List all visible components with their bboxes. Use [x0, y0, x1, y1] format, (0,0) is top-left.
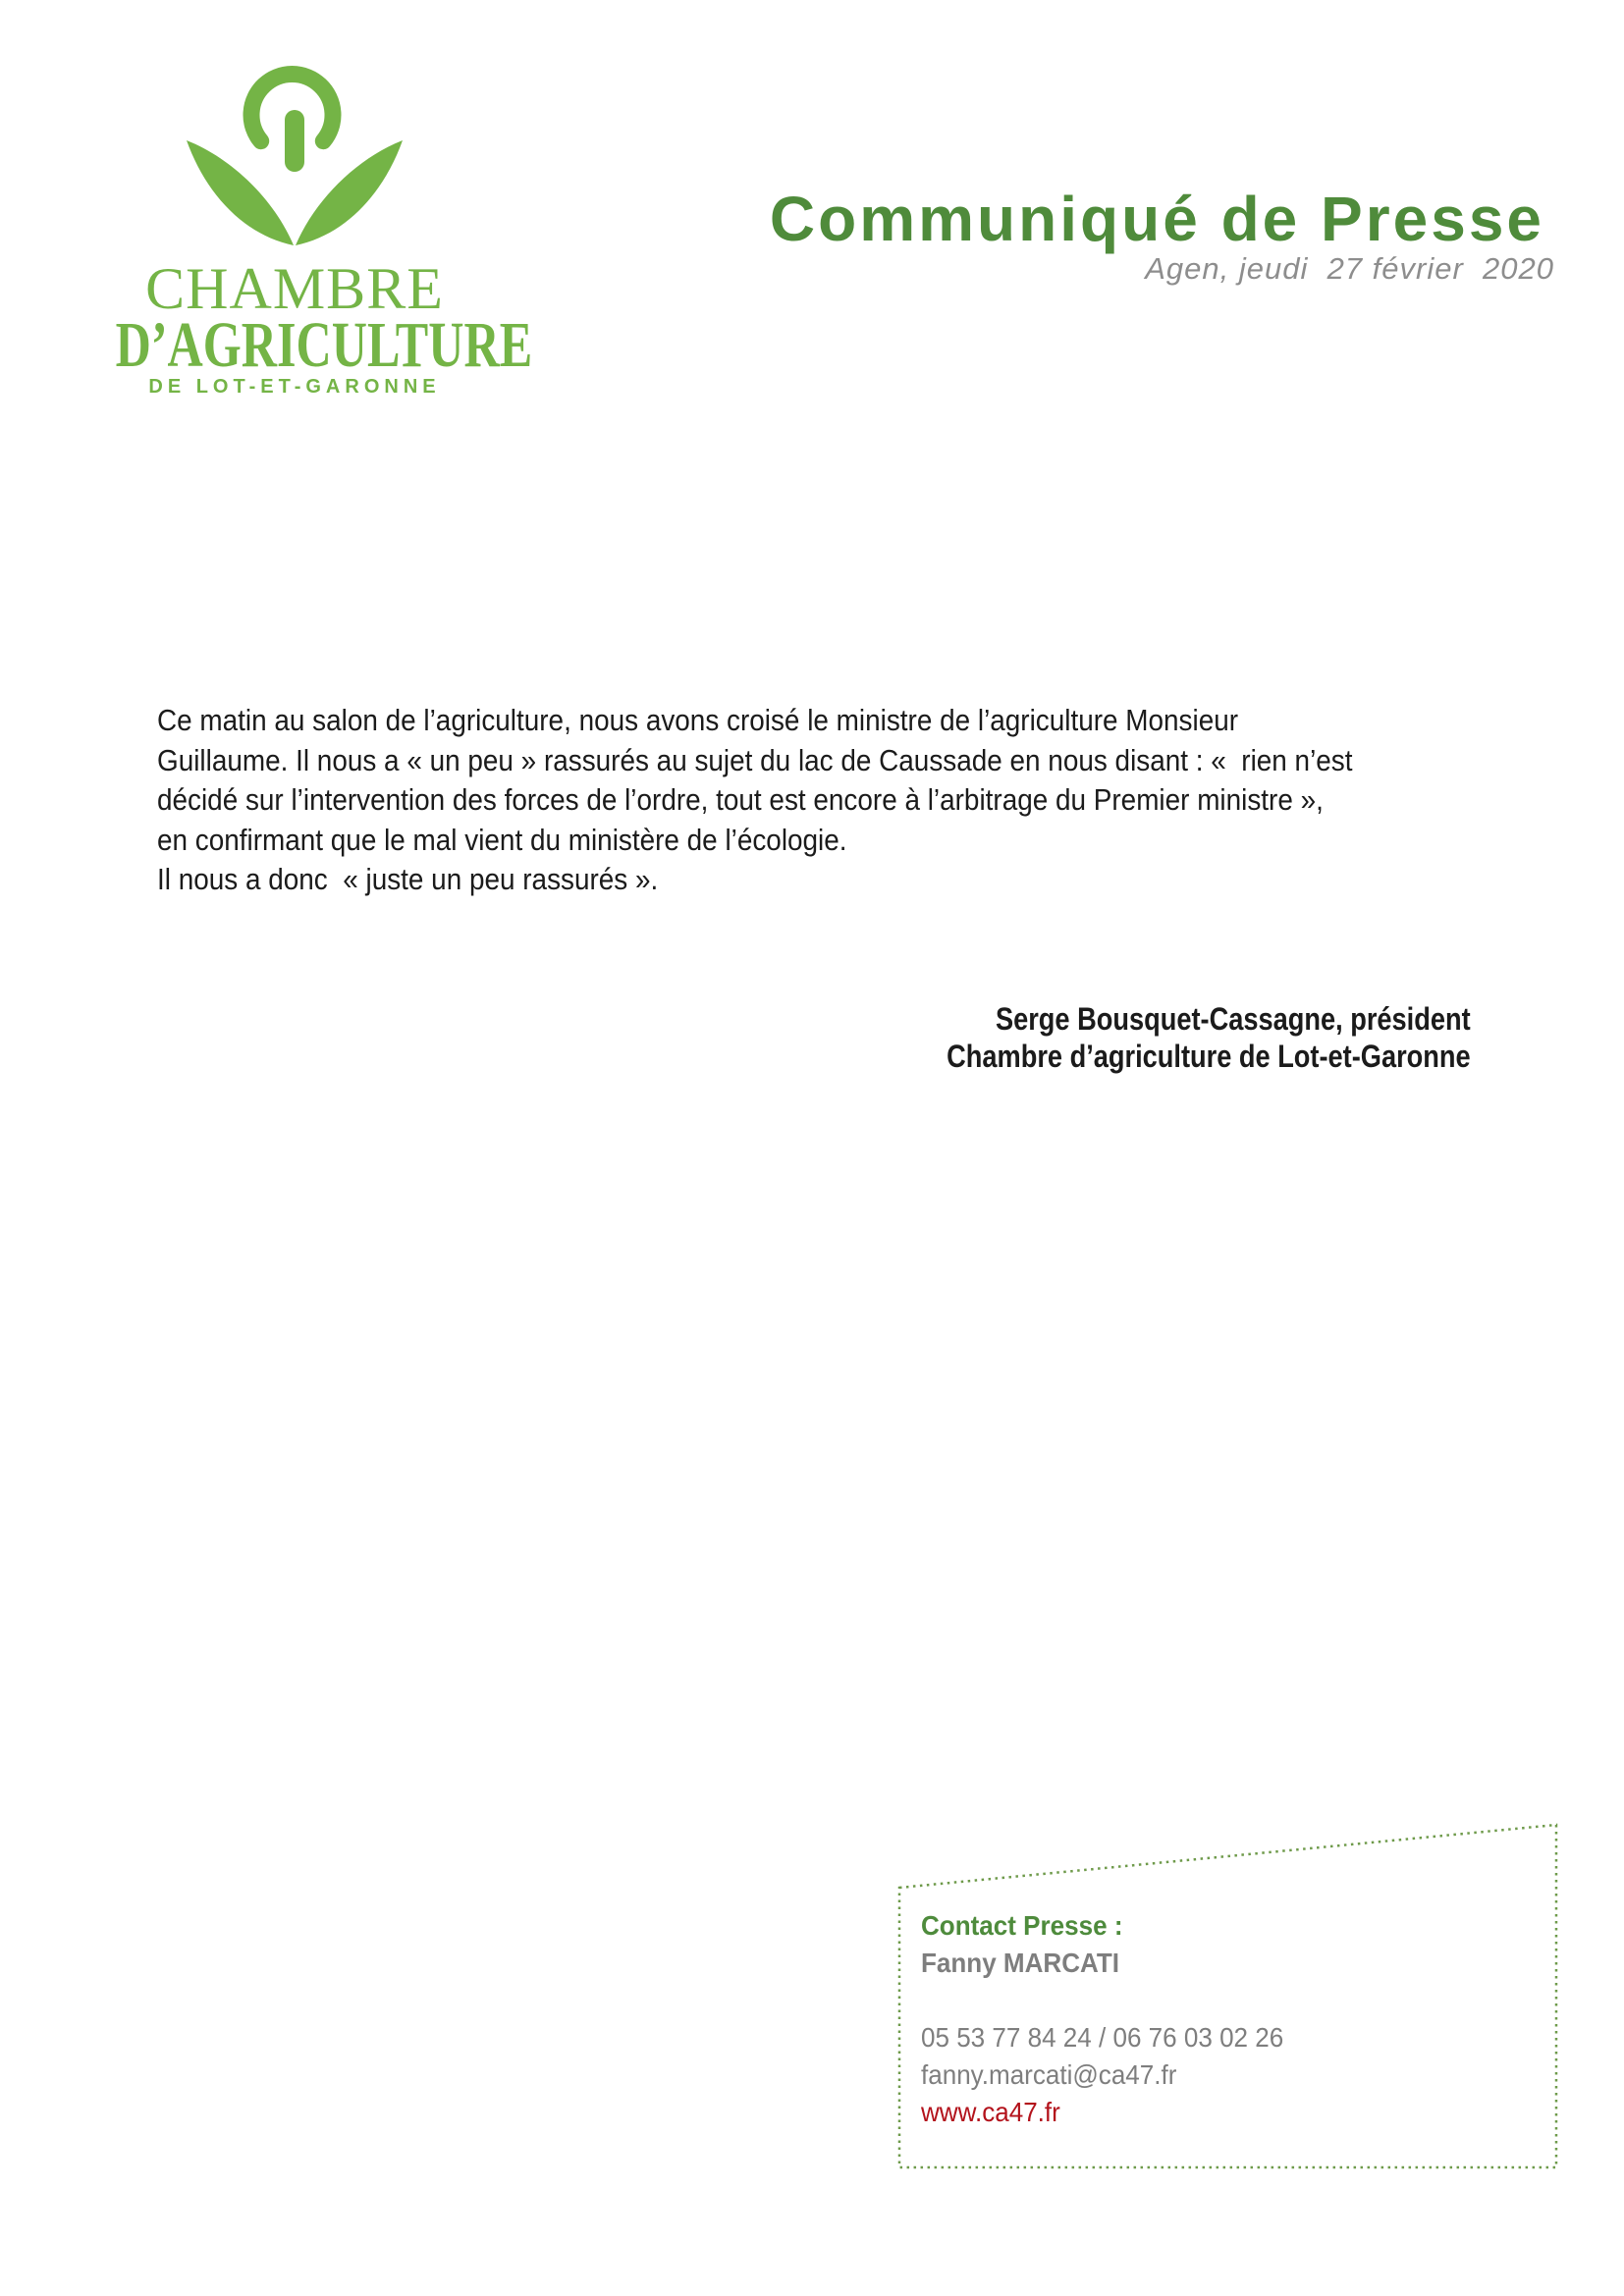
body-line: Ce matin au salon de l’agriculture, nous avons croisé le ministre de l’agriculture Monsieur: [157, 703, 1239, 737]
left-leaf: [187, 140, 294, 245]
contact-email: fanny.marcati@ca47.fr: [921, 2059, 1177, 2090]
signature-org: Chambre d’agriculture de Lot-et-Garonne: [947, 1039, 1471, 1074]
contact-phones: 05 53 77 84 24 / 06 76 03 02 26: [921, 2022, 1284, 2053]
right-leaf: [296, 140, 403, 245]
body-line: Guillaume. Il nous a « un peu » rassurés au sujet du lac de Caussade en nous disant : « rien n’est: [157, 742, 1353, 777]
page-title: Communiqué de Presse: [769, 184, 1544, 254]
spacer: [921, 1982, 1283, 2019]
contact-website-link[interactable]: www.ca47.fr: [921, 2097, 1060, 2127]
body-paragraph: [157, 701, 1483, 900]
body-line: en confirmant que le mal vient du ministère de l’écologie.: [157, 822, 847, 857]
contact-label: Contact Presse :: [921, 1910, 1123, 1941]
power-bar: [285, 110, 304, 172]
signature-name: Serge Bousquet-Cassagne, président: [996, 1001, 1471, 1037]
body-line: décidé sur l’intervention des forces de l’ordre, tout est encore à l’arbitrage du Premier ministre »,: [157, 782, 1324, 817]
plant-power-icon: [157, 49, 452, 255]
contact-box: [921, 1907, 1283, 2131]
logo-text-dagriculture: D’AGRICULTURE: [115, 309, 533, 381]
logo-text-chambre: CHAMBRE: [145, 256, 444, 321]
contact-name: Fanny MARCATI: [921, 1948, 1120, 1978]
dateline: Agen, jeudi 27 février 2020: [1145, 251, 1554, 286]
signature-block: [947, 1000, 1471, 1075]
body-line: Il nous a donc « juste un peu rassurés ».: [157, 862, 659, 896]
logo-text-departement: DE LOT-ET-GARONNE: [148, 376, 441, 398]
